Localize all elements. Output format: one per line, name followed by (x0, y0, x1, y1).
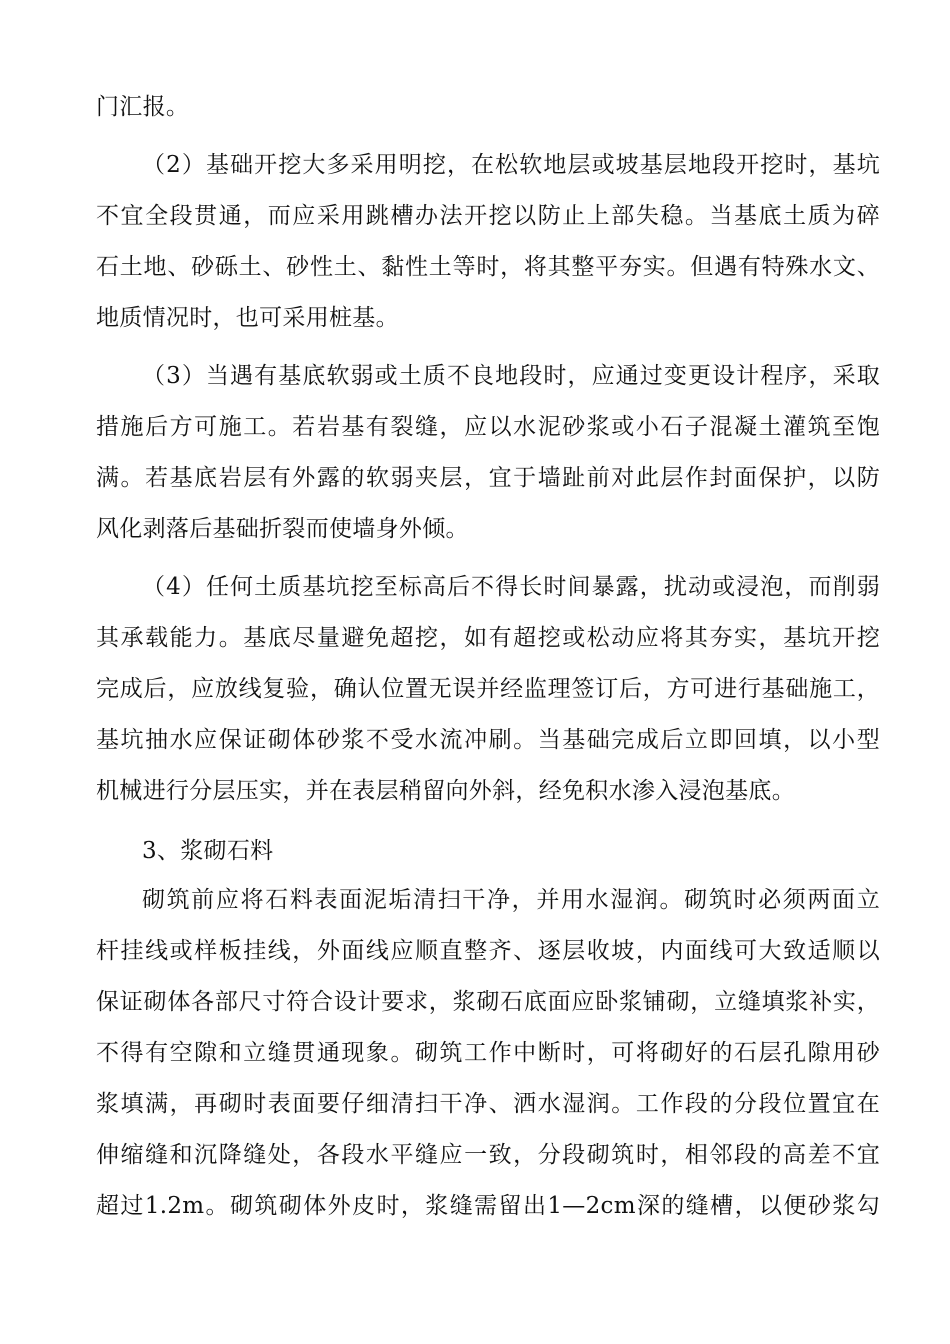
text-line: 门汇报。 (96, 94, 190, 120)
paragraph-3-line: （3）当遇有基底软弱或土质不良地段时，应通过变更设计程序，采取 (142, 363, 880, 389)
text-line: 完成后，应放线复验，确认位置无误并经监理签订后，方可进行基础施工， (96, 676, 880, 702)
text-line: 保证砌体各部尺寸符合设计要求，浆砌石底面应卧浆铺砌，立缝填浆补实， (96, 989, 880, 1015)
text-line: 满。若基底岩层有外露的软弱夹层，宜于墙趾前对此层作封面保护，以防 (96, 465, 880, 491)
paragraph-line: 砌筑前应将石料表面泥垢清扫干净，并用水湿润。砌筑时必须两面立 (142, 887, 880, 913)
text-line: 地质情况时，也可采用桩基。 (96, 305, 399, 331)
text-line: 杆挂线或样板挂线，外面线应顺直整齐、逐层收坡，内面线可大致适顺以 (96, 938, 880, 964)
text-line: 石土地、砂砾土、砂性土、黏性土等时，将其整平夯实。但遇有特殊水文、 (96, 254, 880, 280)
text-line: 机械进行分层压实，并在表层稍留向外斜，经免积水渗入浸泡基底。 (96, 778, 795, 804)
paragraph-4-line: （4）任何土质基坑挖至标高后不得长时间暴露，扰动或浸泡，而削弱 (142, 574, 880, 600)
paragraph-2-line: （2）基础开挖大多采用明挖，在松软地层或坡基层地段开挖时，基坑 (142, 152, 880, 178)
text-line: 不得有空隙和立缝贯通现象。砌筑工作中断时，可将砌好的石层孔隙用砂 (96, 1040, 880, 1066)
text-line: 措施后方可施工。若岩基有裂缝，应以水泥砂浆或小石子混凝土灌筑至饱 (96, 414, 880, 440)
text-line: 其承载能力。基底尽量避免超挖，如有超挖或松动应将其夯实，基坑开挖 (96, 625, 880, 651)
text-line: 浆填满，再砌时表面要仔细清扫干净、洒水湿润。工作段的分段位置宜在 (96, 1091, 880, 1117)
text-line: 超过1.2m。砌筑砌体外皮时，浆缝需留出1—2cm深的缝槽，以便砂浆勾 (96, 1193, 880, 1219)
text-line: 伸缩缝和沉降缝处，各段水平缝应一致，分段砌筑时，相邻段的高差不宜 (96, 1142, 880, 1168)
text-line: 风化剥落后基础折裂而使墙身外倾。 (96, 516, 469, 542)
text-line: 不宜全段贯通，而应采用跳槽办法开挖以防止上部失稳。当基底土质为碎 (96, 203, 880, 229)
section-heading: 3、浆砌石料 (142, 838, 274, 864)
text-line: 基坑抽水应保证砌体砂浆不受水流冲刷。当基础完成后立即回填，以小型 (96, 727, 880, 753)
